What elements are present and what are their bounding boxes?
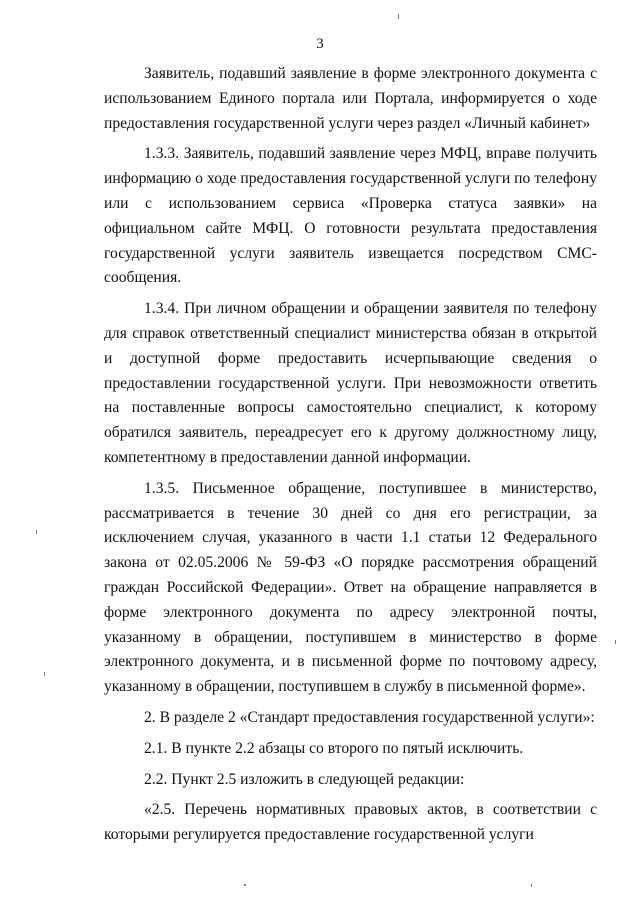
paragraph-1-3-3: 1.3.3. Заявитель, подавший заявление через МФЦ, вправе получить информацию о ходе предоставления государственной услуги по телефону или с использованием сервиса «Проверка статуса заявки» на официальном сайте МФЦ. О готовности результата предоставления государственной услуги заявитель извещается посредством СМС-сообщения. bbox=[104, 145, 597, 287]
paragraph-2-2: 2.2. Пункт 2.5 изложить в следующей редакции: bbox=[144, 770, 465, 788]
paragraph-intro: Заявитель, подавший заявление в форме электронного документа с использованием Единого портала или Портала, информируется о ходе предоставления государственной услуги через раздел «Личный кабинет» bbox=[104, 65, 597, 132]
scan-mark bbox=[244, 884, 246, 886]
paragraph-2: 2. В разделе 2 «Стандарт предоставления государственной услуги»: bbox=[144, 708, 595, 726]
paragraph-1-3-4: 1.3.4. При личном обращении и обращении заявителя по телефону для справок ответственный специалист министерства обязан в открытой и доступной форме предоставить исчерпывающие сведения о предоставлении государственной услуги. При невозможности ответить на поставленные вопросы самостоятельно специалист, к которому обратился заявитель, переадресует его к другому должностному лицу, компетентному в предоставлении данной информации. bbox=[104, 300, 597, 466]
paragraph-2-5: «2.5. Перечень нормативных правовых актов, в соответствии с которыми регулируется предоставление государственной услуги bbox=[104, 801, 597, 844]
scan-mark bbox=[36, 530, 37, 534]
scan-mark bbox=[44, 672, 45, 676]
scan-mark bbox=[531, 884, 532, 887]
page-number: 3 bbox=[316, 36, 324, 52]
scan-mark bbox=[398, 14, 399, 19]
paragraph-2-1: 2.1. В пункте 2.2 абзацы со второго по пятый исключить. bbox=[144, 739, 524, 757]
scan-mark bbox=[615, 640, 616, 644]
paragraph-1-3-5: 1.3.5. Письменное обращение, поступившее в министерство, рассматривается в течение 30 дней со дня его регистрации, за исключением случая, указанного в части 1.1 статьи 12 Федерального закона от 02.05.2006 № 59-ФЗ «О порядке рассмотрения обращений граждан Российской Федерации». Ответ на обращение направляется в форме электронного документа по адресу электронной почты, указанному в обращении, поступившем в министерство в форме электронного документа, и в письменной форме по почтовому адресу, указанному в обращении, поступившем в службу в письменной форме». bbox=[104, 479, 597, 696]
document-body bbox=[104, 62, 597, 854]
